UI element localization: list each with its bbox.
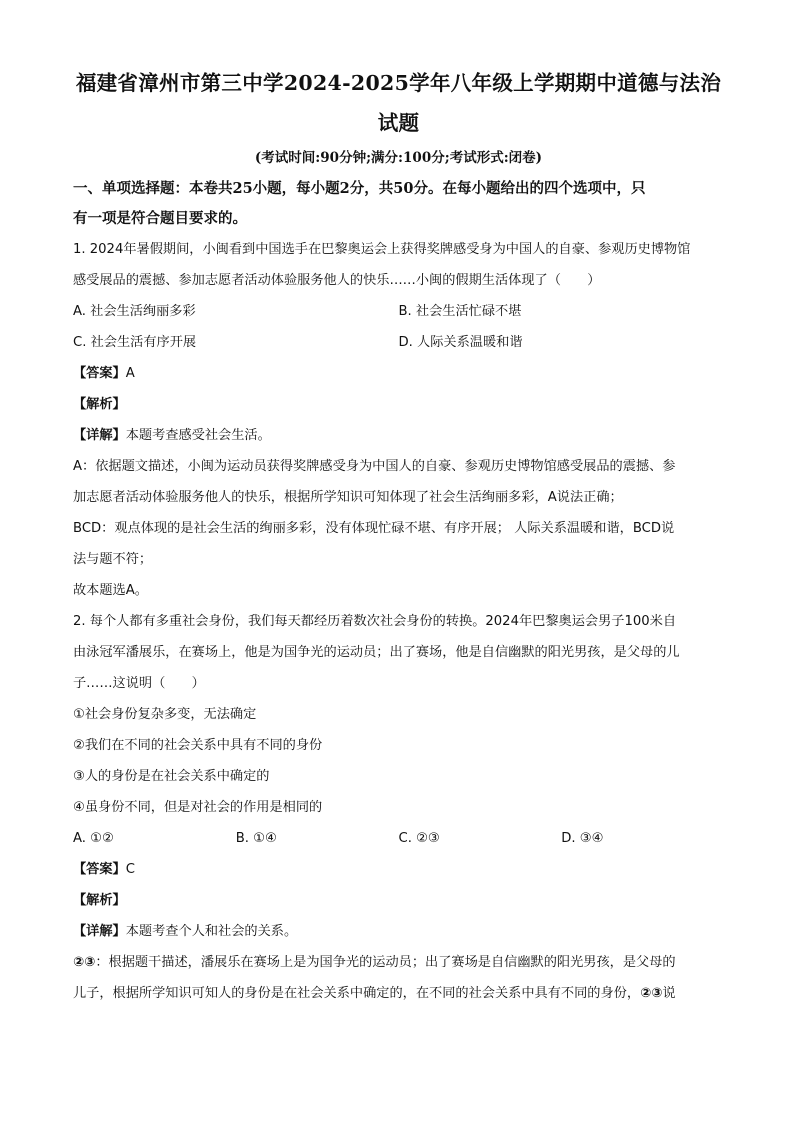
q1-option-d: D. 人际关系温暖和谐 (398, 335, 523, 350)
q1-detail-text: 本题考查感受社会生活。 (125, 428, 271, 443)
q1-detail-tag: 【详解】 (73, 428, 126, 443)
q2-analysis-line2 (73, 978, 724, 1009)
q2-statement-3: ③人的身份是在社会关系中确定的 (73, 769, 270, 784)
q2-option-a: A. ①② (73, 831, 114, 846)
q2-analysis-mark2: ②③ (640, 986, 663, 1001)
section-heading-line1: 一、单项选择题：本卷共25小题，每小题2分，共50分。在每小题给出的四个选项中，只 (73, 180, 646, 197)
q2-detail (73, 916, 724, 947)
q1-answer (73, 358, 724, 389)
section-heading-line2: 有一项是符合题目要求的。 (73, 210, 247, 227)
exam-title (73, 66, 724, 140)
section-heading (73, 174, 724, 234)
q2-analysis-line1 (73, 947, 724, 978)
q2-option-b: B. ①④ (235, 831, 277, 846)
q2-answer (73, 854, 724, 885)
question-2 (73, 606, 724, 1009)
q1-option-c: C. 社会生活有序开展 (73, 335, 197, 350)
q1-options-row1 (73, 296, 724, 327)
q1-analysis-line4: 法与题不符； (73, 552, 153, 567)
q2-options (73, 823, 724, 854)
q2-analysis-mark: ②③ (73, 955, 96, 970)
q2-detail-text: 本题考查个人和社会的关系。 (125, 924, 298, 939)
q1-analysis (73, 389, 724, 420)
q2-analysis-text1: ：根据题干描述，潘展乐在赛场上是为国争光的运动员；出了赛场是自信幽默的阳光男孩，是父母的 (95, 955, 676, 970)
q2-statement-2: ②我们在不同的社会关系中具有不同的身份 (73, 738, 323, 753)
q1-option-b: B. 社会生活忙碌不堪 (398, 304, 522, 319)
q2-answer-tag: 【答案】 (73, 862, 126, 877)
q1-analysis-line3: BCD：观点体现的是社会生活的绚丽多彩，没有体现忙碌不堪、有序开展； 人际关系温暖和谐，BCD说 (73, 521, 675, 536)
q2-stem-line1: 2. 每个人都有多重社会身份，我们每天都经历着数次社会身份的转换。2024年巴黎奥运会男子100米自 (73, 614, 677, 629)
q2-detail-tag: 【详解】 (73, 924, 126, 939)
q1-stem-line2: 感受展品的震撼、参加志愿者活动体验服务他人的快乐……小闽的假期生活体现了（ ） (73, 273, 601, 288)
q2-stem-line2: 由泳冠军潘展乐，在赛场上，他是为国争光的运动员；出了赛场，他是自信幽默的阳光男孩，是父母的儿 (73, 645, 680, 660)
q1-analysis-line1: A：依据题文描述，小闽为运动员获得奖牌感受身为中国人的自豪、参观历史博物馆感受展品的震撼、参 (73, 459, 676, 474)
q2-analysis-text2-end: 说 (662, 986, 676, 1001)
exam-title-line2: 试题 (377, 111, 420, 135)
q2-answer-value: C (125, 862, 135, 877)
q2-stem-line3: 子……这说明（ ） (73, 676, 205, 691)
question-1 (73, 234, 724, 606)
q2-option-c: C. ②③ (398, 831, 440, 846)
q1-stem-line1: 1. 2024年暑假期间，小闽看到中国选手在巴黎奥运会上获得奖牌感受身为中国人的自豪、参观历史博物馆 (73, 242, 691, 257)
q1-option-a: A. 社会生活绚丽多彩 (73, 304, 196, 319)
q2-analysis-tag: 【解析】 (73, 893, 126, 908)
q1-detail (73, 420, 724, 451)
q2-statement-1: ①社会身份复杂多变，无法确定 (73, 707, 257, 722)
q2-analysis-text2: 儿子，根据所学知识可知人的身份是在社会关系中确定的，在不同的社会关系中具有不同的身份， (73, 986, 641, 1001)
q1-answer-value: A (125, 366, 135, 381)
q2-option-d: D. ③④ (561, 831, 604, 846)
q1-options-row2 (73, 327, 724, 358)
exam-info: (考试时间:90分钟;满分:100分;考试形式:闭卷) (254, 150, 543, 166)
q1-answer-tag: 【答案】 (73, 366, 126, 381)
exam-title-line1: 福建省漳州市第三中学2024-2025学年八年级上学期期中道德与法治 (75, 71, 722, 95)
q2-statement-4: ④虽身份不同，但是对社会的作用是相同的 (73, 800, 323, 815)
q1-analysis-tag: 【解析】 (73, 397, 126, 412)
q2-analysis (73, 885, 724, 916)
q1-conclusion: 故本题选A。 (73, 583, 148, 598)
q1-analysis-line2: 加志愿者活动体验服务他人的快乐，根据所学知识可知体现了社会生活绚丽多彩，A说法正确； (73, 490, 623, 505)
